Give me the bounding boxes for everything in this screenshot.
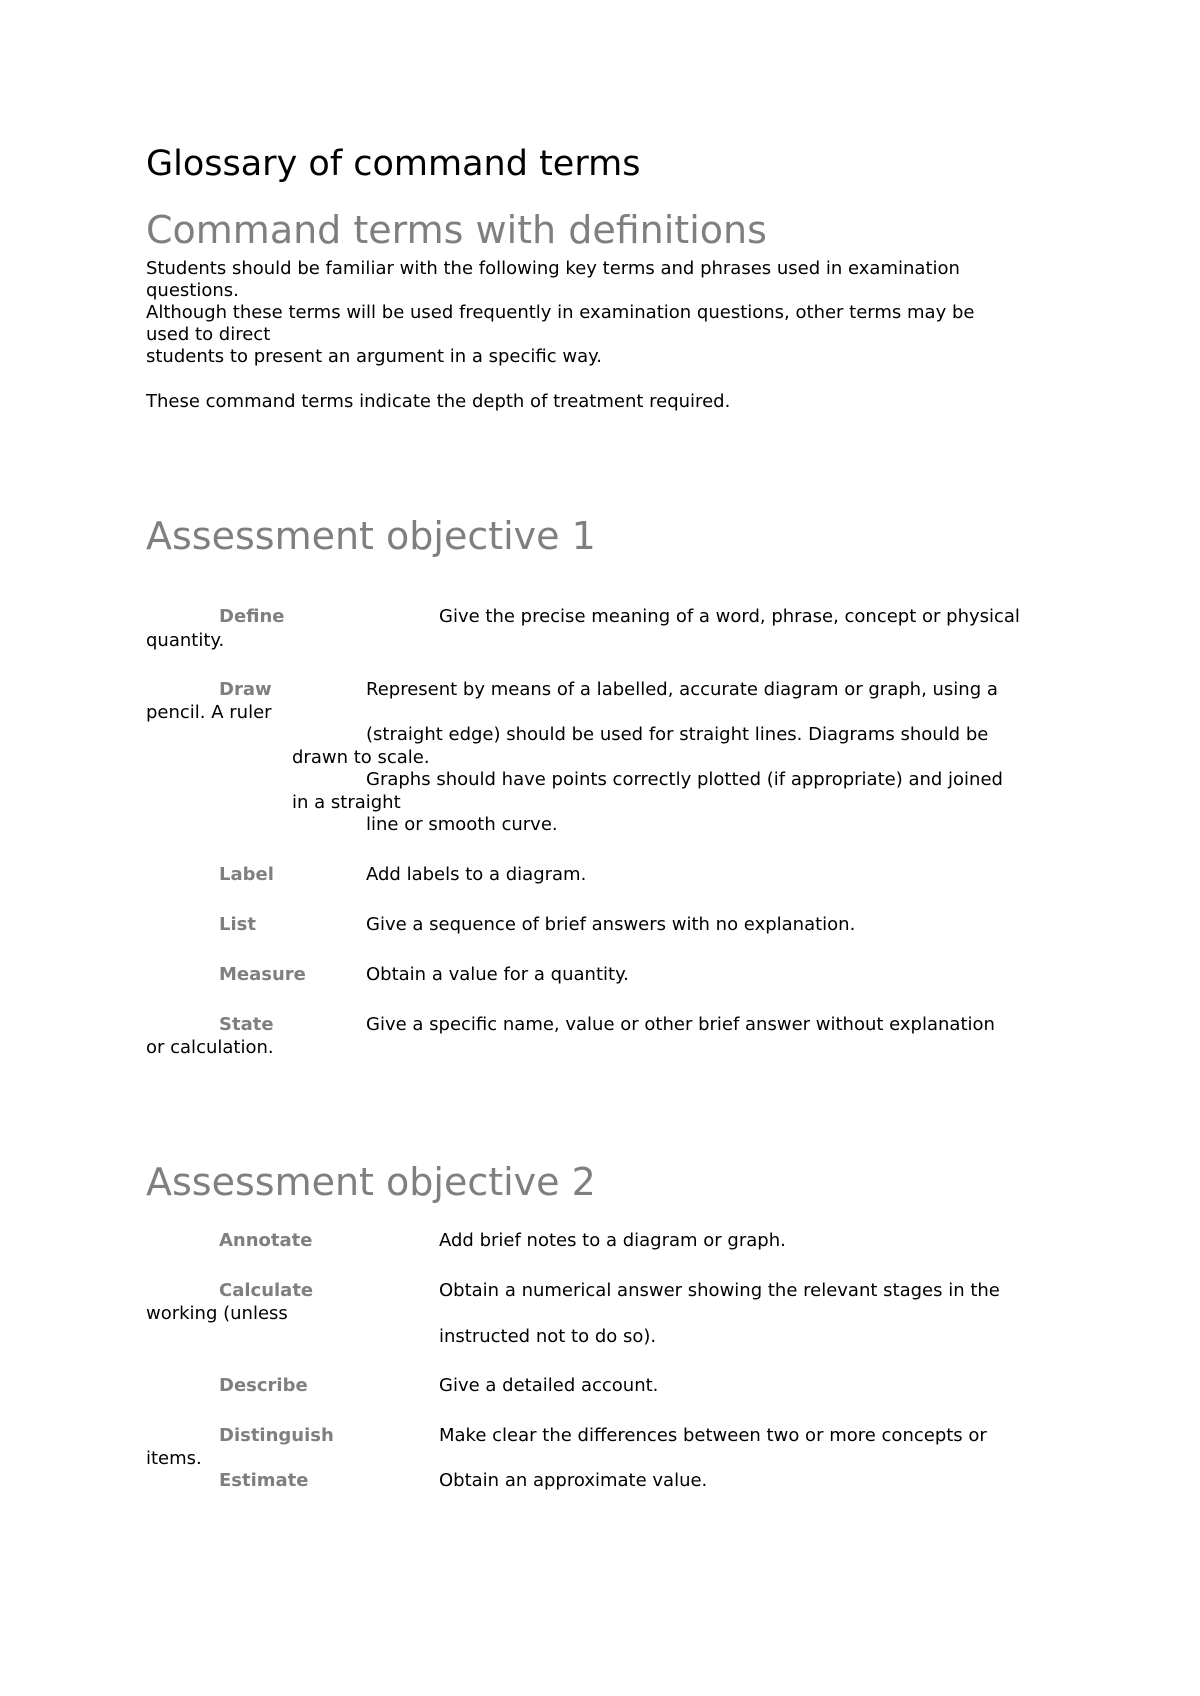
- definition-line: Give a sequence of brief answers with no explanation.: [366, 914, 856, 935]
- definition-line: Make clear the differences between two or more concepts or: [439, 1425, 987, 1446]
- intro-line: Students should be familiar with the following key terms and phrases used in examination: [146, 258, 960, 279]
- definition-line: Give the precise meaning of a word, phrase, concept or physical: [439, 606, 1020, 627]
- definition-line: in a straight: [292, 792, 401, 813]
- definition-line: Represent by means of a labelled, accurate diagram or graph, using a: [366, 679, 998, 700]
- term-calculate: Calculate: [219, 1280, 314, 1301]
- definition-line: pencil. A ruler: [146, 702, 272, 723]
- intro-line: These command terms indicate the depth of treatment required.: [146, 391, 731, 412]
- term-estimate: Estimate: [219, 1470, 309, 1491]
- definition-line: drawn to scale.: [292, 747, 430, 768]
- definition-line: Give a detailed account.: [439, 1375, 659, 1396]
- term-distinguish: Distinguish: [219, 1425, 334, 1446]
- definition-line: (straight edge) should be used for straight lines. Diagrams should be: [366, 724, 989, 745]
- definition-line: Obtain an approximate value.: [439, 1470, 708, 1491]
- term-label: Label: [219, 864, 274, 885]
- term-define: Define: [219, 606, 285, 627]
- definition-line: Add brief notes to a diagram or graph.: [439, 1230, 786, 1251]
- definition-line: Graphs should have points correctly plotted (if appropriate) and joined: [366, 769, 1003, 790]
- term-describe: Describe: [219, 1375, 308, 1396]
- term-draw: Draw: [219, 679, 272, 700]
- definition-line: working (unless: [146, 1303, 288, 1324]
- term-measure: Measure: [219, 964, 306, 985]
- intro-line: Although these terms will be used frequently in examination questions, other terms may be: [146, 302, 975, 323]
- definition-line: Give a specific name, value or other brief answer without explanation: [366, 1014, 995, 1035]
- ao2-heading: Assessment objective 2: [146, 1160, 596, 1204]
- definition-line: items.: [146, 1448, 202, 1469]
- definition-line: quantity.: [146, 630, 225, 651]
- definition-line: line or smooth curve.: [366, 814, 558, 835]
- intro-line: used to direct: [146, 324, 271, 345]
- definition-line: Add labels to a diagram.: [366, 864, 587, 885]
- ao1-heading: Assessment objective 1: [146, 514, 596, 558]
- definition-line: Obtain a numerical answer showing the relevant stages in the: [439, 1280, 1000, 1301]
- definition-line: Obtain a value for a quantity.: [366, 964, 629, 985]
- intro-line: students to present an argument in a specific way.: [146, 346, 602, 367]
- document-title: Glossary of command terms: [146, 144, 641, 184]
- definition-line: or calculation.: [146, 1037, 274, 1058]
- term-list: List: [219, 914, 256, 935]
- term-state: State: [219, 1014, 274, 1035]
- intro-heading: Command terms with definitions: [146, 208, 767, 252]
- term-annotate: Annotate: [219, 1230, 313, 1251]
- intro-line: questions.: [146, 280, 239, 301]
- definition-line: instructed not to do so).: [439, 1326, 657, 1347]
